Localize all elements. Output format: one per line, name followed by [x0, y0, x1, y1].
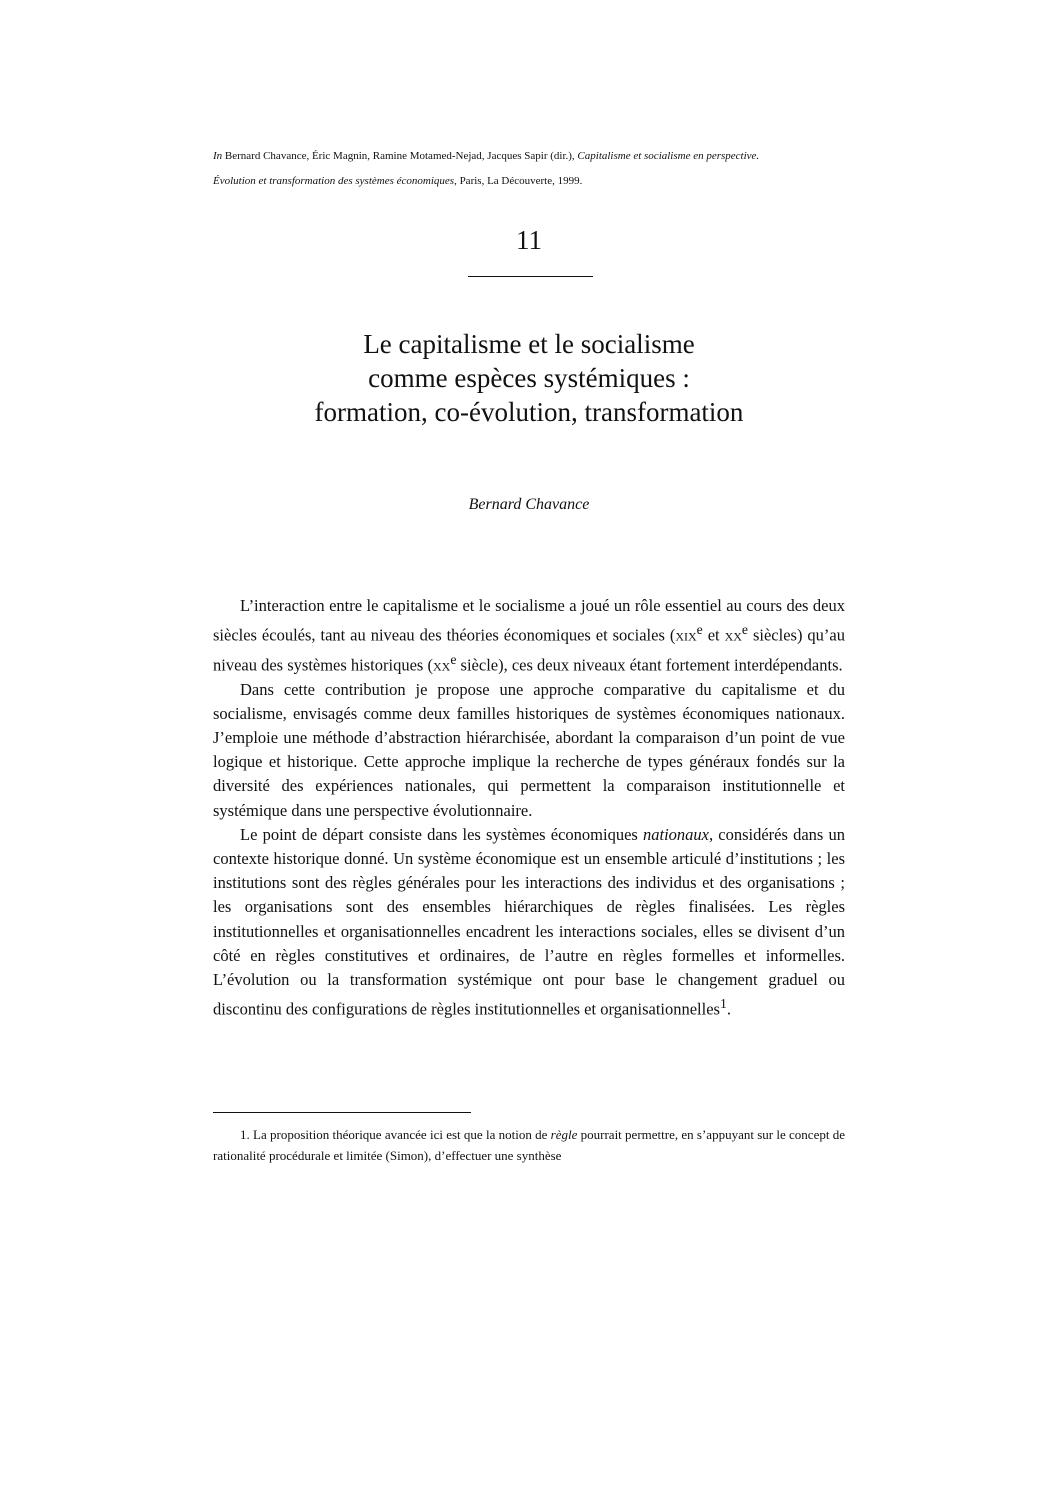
p3-text-a: Le point de départ consiste dans les systèmes économiques [240, 824, 643, 844]
footnote-text-a: 1. La proposition théorique avancée ici est que la notion de [240, 1127, 551, 1142]
citation-in: In [213, 150, 223, 162]
p1-sup-2: e [741, 622, 749, 638]
p3-emphasis: nationaux [642, 824, 709, 844]
chapter-divider [468, 276, 593, 277]
p1-sup-3: e [450, 651, 457, 667]
citation-book-title: Capitalisme et socialisme en perspective. [577, 150, 760, 162]
citation-header [213, 144, 853, 194]
author-byline [0, 496, 1058, 514]
chapter-title [0, 327, 1058, 429]
footnote-1 [213, 1124, 845, 1166]
citation-line-1 [213, 144, 853, 169]
p1-text-b: et [702, 625, 725, 645]
title-line-3: formation, co-évolution, transformation [314, 397, 744, 427]
footnote-divider [213, 1112, 471, 1113]
paragraph-1 [213, 594, 845, 678]
paragraph-2: Dans cette contribution je propose une approche comparative du capitalisme et du socialisme, envisagés comme deux familles historiques de systèmes économiques nationaux. J’emploie une méthode d’abstraction hiérarchisée, abordant la comparaison d’un point de vue logique et historique. Cette approche implique la recherche de types généraux fondés sur la diversité des expériences nationales, qui permettent la comparaison institutionnelle et systémique dans une perspective évolutionnaire. [213, 679, 845, 820]
paragraph-3 [213, 823, 845, 1022]
footnote-text-b: pourrait permettre, en s’appuyant sur le concept de rationalité procédurale et limitée (Simon), d’effectuer une synthèse [213, 1127, 845, 1163]
p1-text-a: L’interaction entre le capitalisme et le socialisme a joué un rôle essentiel au cours des deux siècles écoulés, tant au niveau des théories économiques et sociales ( [213, 596, 845, 645]
body-text [213, 594, 845, 1022]
citation-publisher: , Paris, La Découverte, 1999. [454, 175, 583, 187]
chapter-number-text: 11 [516, 225, 542, 255]
citation-authors: Bernard Chavance, Éric Magnin, Ramine Motamed-Nejad, Jacques Sapir (dir.), [222, 150, 578, 162]
chapter-number [0, 222, 1058, 258]
p1-text-c: siècles) qu’au niveau des systèmes historiques ( [213, 625, 845, 675]
p1-century-19: xix [675, 625, 697, 645]
title-line-1: Le capitalisme et le socialisme [363, 329, 695, 359]
author-name: Bernard Chavance [468, 496, 590, 513]
p1-century-20: xx [724, 625, 742, 645]
p1-century-20b: xx [432, 655, 451, 675]
citation-line-2 [213, 169, 853, 194]
citation-subtitle: Évolution et transformation des systèmes économiques [213, 175, 455, 187]
title-line-2: comme espèces systémiques : [368, 363, 690, 393]
p1-sup-1: e [696, 622, 703, 638]
p1-text-d: siècle), ces deux niveaux étant fortement interdépendants. [456, 655, 843, 675]
footnote-emphasis: règle [550, 1127, 578, 1142]
p3-text-c: . [726, 999, 731, 1019]
footnote-ref-1[interactable]: 1 [719, 996, 727, 1012]
p3-text-b: , considérés dans un contexte historique donné. Un système économique est un ensemble articulé d’institutions ; les institutions sont des règles générales pour les interactions des individus et des organisations ; les organisations sont des ensembles hiérarchiques de règles finalisées. Les règles institutionnelles et organisationnelles encadrent les interactions sociales, elles se divisent d’un côté en règles constitutives et ordinaires, de l’autre en règles formelles et informelles. L’évolution ou la transformation systémique ont pour base le changement graduel ou discontinu des configurations de règles institutionnelles et organisationnelles [213, 824, 845, 1019]
